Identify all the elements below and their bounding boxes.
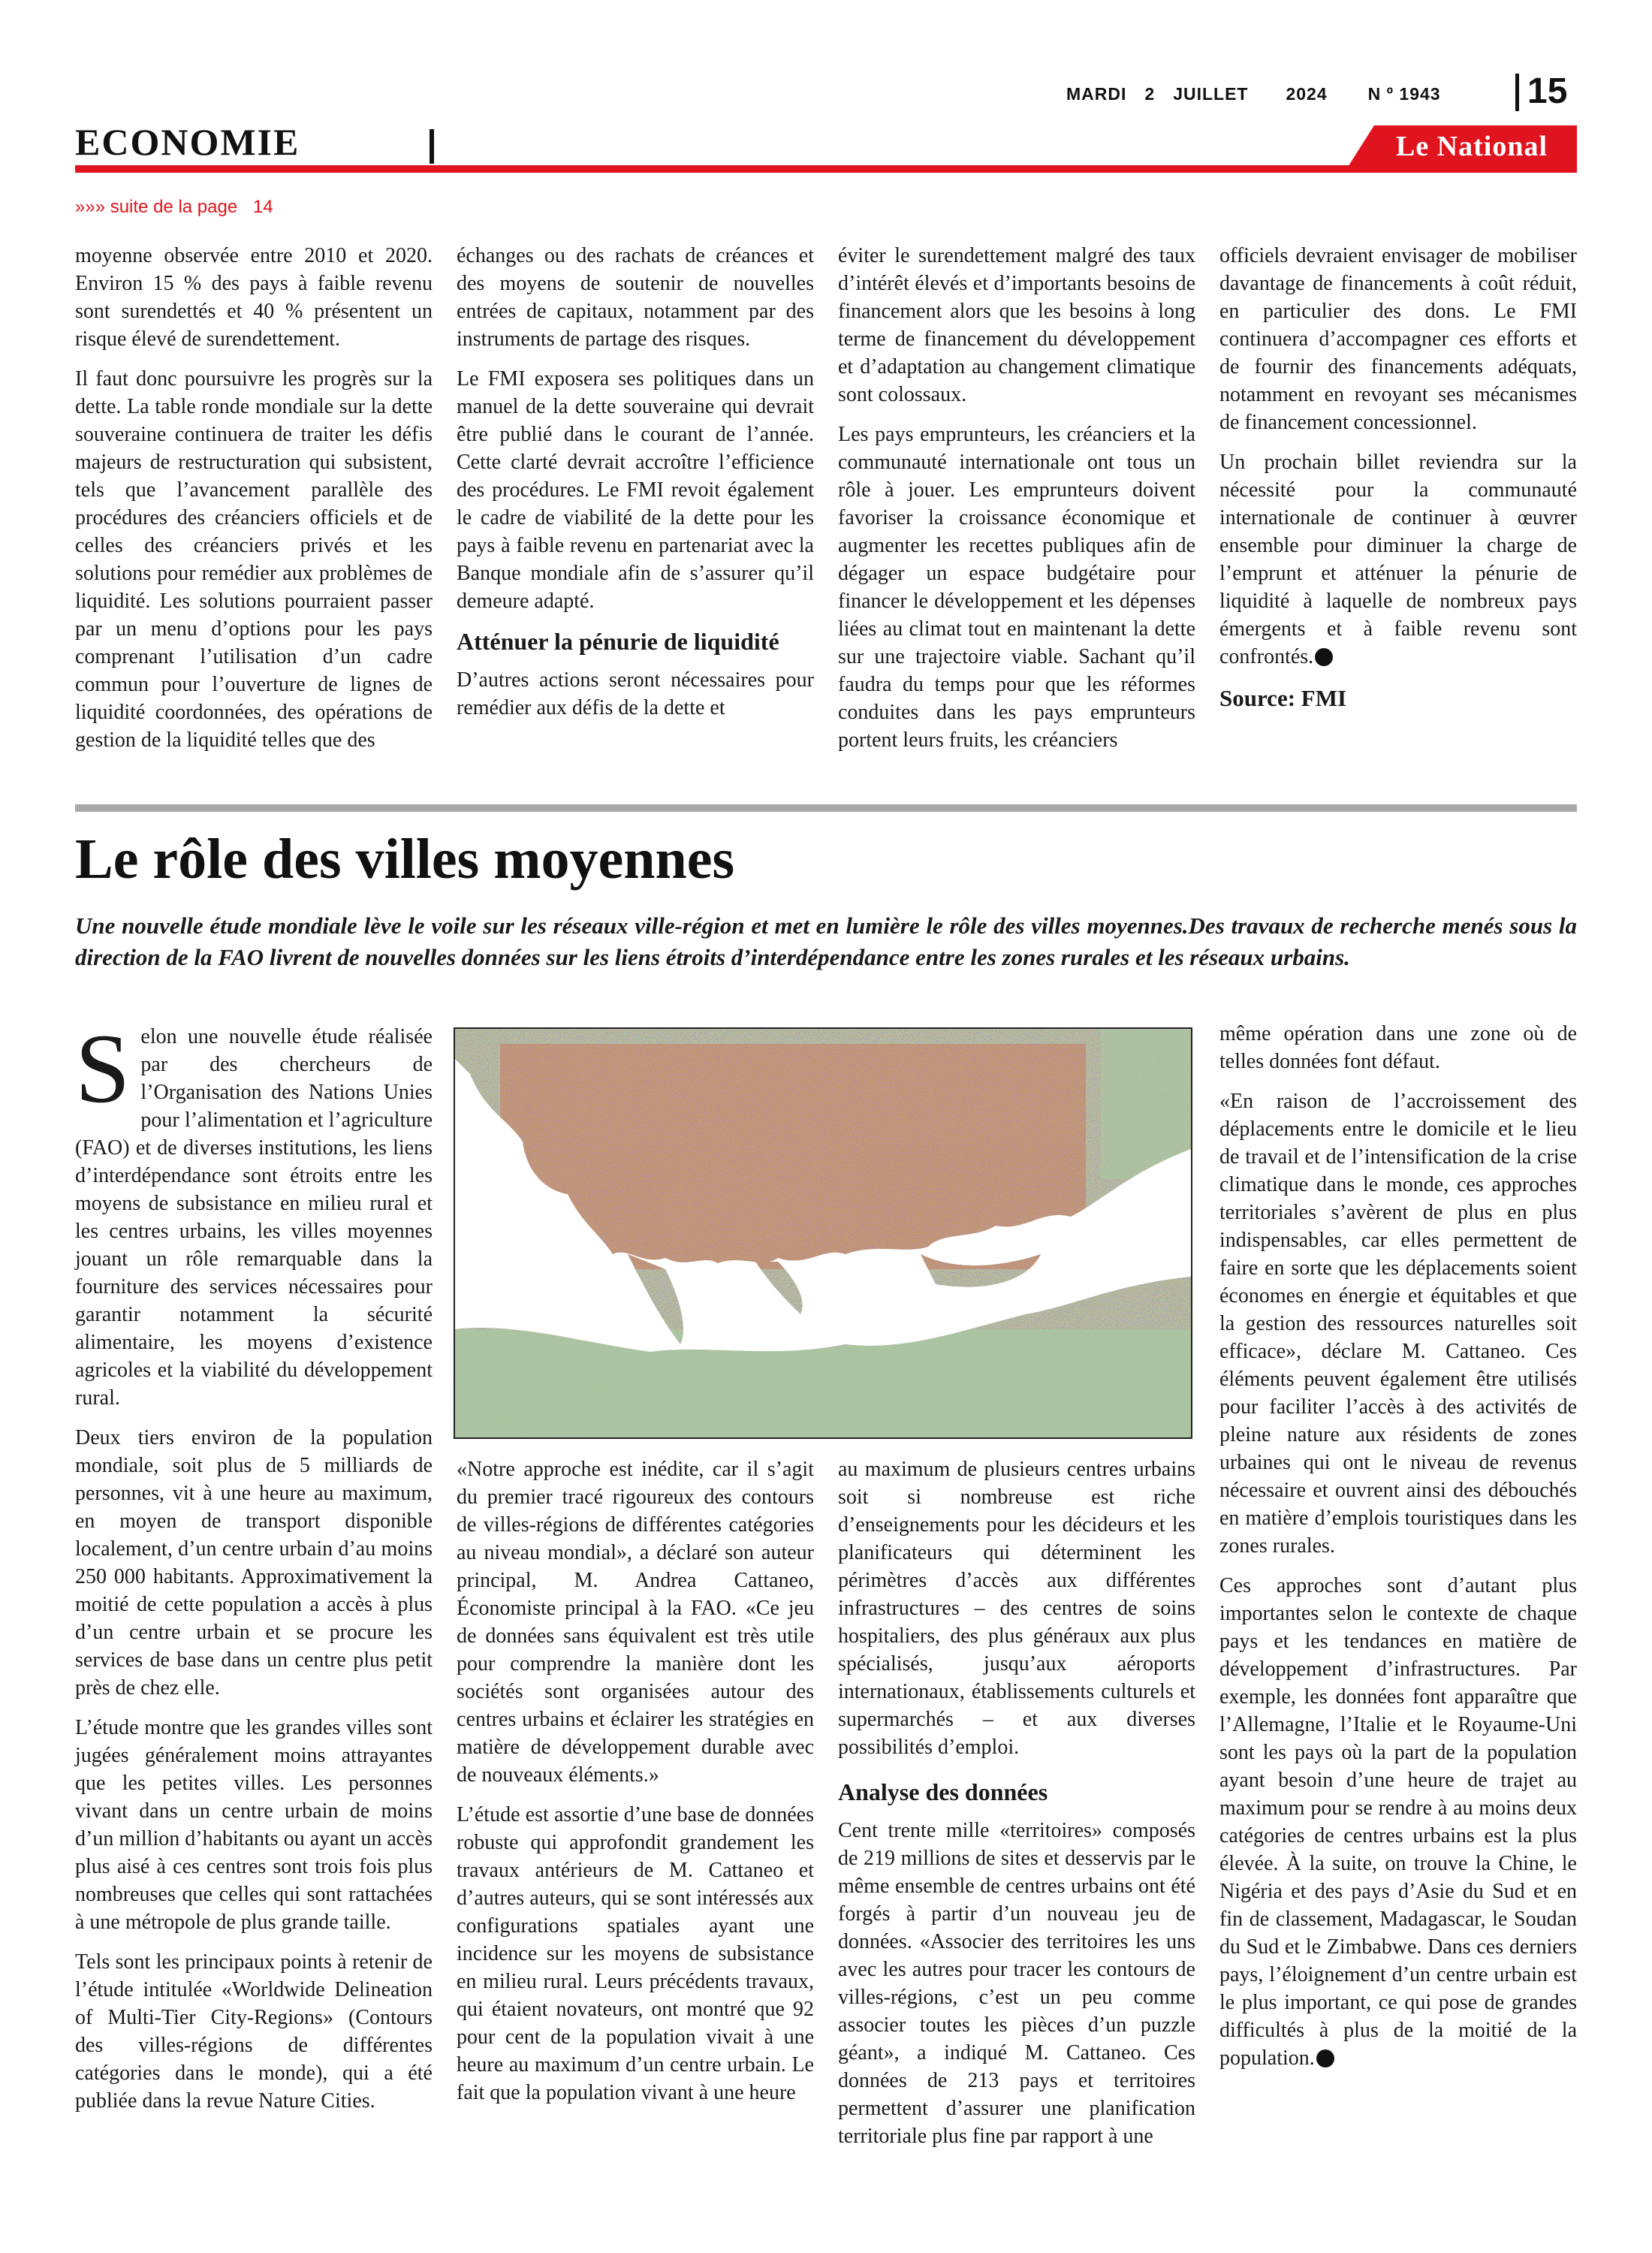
continuation-note: [75, 197, 273, 218]
paragraph: [1219, 448, 1577, 671]
article-column-1: [75, 1013, 433, 2127]
article-column-4: [1219, 1020, 1577, 2084]
paragraph: D’autres actions seront nécessaires pour remédier aux défis de la dette et: [457, 668, 814, 719]
continuation-label: »»» suite de la page: [75, 197, 238, 217]
paragraph: [1219, 1572, 1577, 2072]
issue-year: 2024: [1286, 84, 1328, 104]
paragraph: moyenne observée entre 2010 et 2020. Environ 15 % des pays à faible revenu sont surendettés et 40 % présentent un risque élevé de surendettement.: [75, 244, 433, 351]
subheading: Analyse des données: [838, 1778, 1048, 1805]
paragraph: «En raison de l’accroissement des déplacements entre le domicile et le lieu de travail et de l’intensification de la crise climatique dans le monde, ces approches territoriales s’avèrent de plus en plus indispensables, car elles permettent de faire en sorte que les déplacements soient économes en énergie et équitables et que la gestion des ressources naturelles soit efficace», déclare M. Cattaneo. Ces éléments peuvent également être utilisés pour faciliter l’accès à des activités de pleine nature aux résidents de zones urbaines qui ont le niveau de revenus nécessaire et ouvrent ainsi des débouchés en matière d’emplois touristiques dans les zones rurales.: [1219, 1090, 1577, 1558]
article-column-3: [838, 1455, 1195, 2162]
paragraph: Deux tiers environ de la population mondiale, soit plus de 5 milliards de personnes, vit à une heure au maximum, en moyen de transport disponible localement, d’un centre urbain d’au moins 250 000 habitants. Approximativement la moitié de cette population a accès à plus d’un centre urbain et se procure les services de base dans un centre plus petit près de chez elle.: [75, 1426, 433, 1700]
article-title: Le rôle des villes moyennes: [75, 828, 735, 891]
paragraph: Les pays emprunteurs, les créanciers et la communauté internationale ont tous un rôle à jouer. Les emprunteurs doivent favoriser la croissance économique et augmenter les recettes publiques afin de dégager un espace budgétaire pour financer le développement et les dépenses liées au climat tout en maintenant la dette sur une trajectoire viable. Sachant qu’il faudra du temps pour que les réformes conduites dans les pays emprunteurs portent leurs fruits, les créanciers: [838, 423, 1195, 752]
paragraph: L’étude montre que les grandes villes sont jugées généralement moins attrayantes que les petites villes. Les personnes vivant dans un centre urbain de moins d’un million d’habitants ou ayant un accès plus aisé à ces centres sont trois fois plus nombreuses que celles qui sont rattachées à une métropole de plus grande taille.: [75, 1716, 433, 1934]
paragraph: Cent trente mille «territoires» composés de 219 millions de sites et desservis par le même ensemble de centres urbains ont été forgés à partir d’un nouveau jeu de données. «Associer des territoires les uns avec les autres pour tracer les contours de villes-régions, c’est un peu comme associer toutes les pièces d’un puzzle géant», a indiqué M. Cattaneo. Ces données de 213 pays et territoires permettent d’assurer une planification territoriale plus fine par rapport à une: [838, 1819, 1195, 2148]
section-divider: [430, 129, 434, 164]
newspaper-brand: Le National: [1395, 131, 1548, 162]
issue-date-line: [1066, 84, 1441, 104]
paragraph-text: elon une nouvelle étude réalisée par des chercheurs de l’Organisation des Nations Unies pour l’alimentation et l’agriculture (FAO) et de diverses institutions, les liens d’interdépendance sont étroits entre les moyens de subsistance en milieu rural et les centres urbains, les villes moyennes jouant un rôle remarquable dans la fourniture des services nécessaires pour garantir notamment la sécurité alimentaire, les moyens d’existence agricoles et la viabilité du développement rural.: [75, 1025, 433, 1410]
top-column-2: [457, 242, 814, 734]
paragraph: Il faut donc poursuivre les progrès sur la dette. La table ronde mondiale sur la dette souveraine continuera de traiter les défis majeurs de restructuration qui subsistent, tels que l’avancement parallèle des procédures des créanciers officiels et de celles des créanciers privés et les solutions pour remédier aux problèmes de liquidité. Les solutions pourraient passer par un menu d’options pour les pays comprenant l’utilisation d’un cadre commun pour l’ouverture de lignes de liquidité coordonnées, des opérations de gestion de la liquidité telles que des: [75, 367, 433, 752]
paragraph: [75, 1013, 433, 1412]
header-separator: [1515, 74, 1519, 111]
top-column-1: [75, 242, 433, 766]
article-divider: [75, 804, 1577, 812]
section-title: ECONOMIE: [75, 121, 300, 163]
issue-month: JUILLET: [1173, 84, 1249, 104]
map-graphic: [455, 1029, 1191, 1437]
europe-city-region-map: [454, 1027, 1192, 1439]
paragraph: échanges ou des rachats de créances et des moyens de soutenir de nouvelles entrées de capitaux, notamment par des instruments de partage des risques.: [457, 244, 814, 351]
end-of-article-icon: [1316, 2049, 1334, 2068]
paragraph: «Notre approche est inédite, car il s’agit du premier tracé rigoureux des contours de villes-régions de différentes catégories au niveau mondial», a déclaré son auteur principal, M. Andrea Cattaneo, Économiste principal à la FAO. «Ce jeu de données sans équivalent est très utile pour comprendre la manière dont les sociétés sont organisées autour des centres urbains et éclairer les stratégies en matière de développement durable avec de nouveaux éléments.»: [457, 1458, 814, 1787]
paragraph: au maximum de plusieurs centres urbains soit si nombreuse est riche d’enseignements pour les décideurs et les planificateurs qui déterminent les périmètres d’accès aux différentes infrastructures – des centres de soins hospitaliers, des plus généraux aux plus spécialisés, jusqu’aux aéroports internationaux, établissements culturels et supermarchés – et aux diverses possibilités d’emploi.: [838, 1458, 1195, 1759]
paragraph: Tels sont les principaux points à retenir de l’étude intitulée «Worldwide Delineation of Multi-Tier City-Regions» (Contours des villes-régions de différentes catégories dans le monde), qui a été publiée dans la revue Nature Cities.: [75, 1950, 433, 2113]
issue-number: N º 1943: [1367, 84, 1441, 104]
article-column-2: [457, 1455, 814, 2119]
paragraph-text: Un prochain billet reviendra sur la nécessité pour la communauté internationale de continuer à œuvrer ensemble pour diminuer la charge de l’emprunt et atténuer la pénurie de liquidité à laquelle de nombreux pays émergents et à faible revenu sont confrontés.: [1219, 451, 1577, 668]
paragraph: éviter le surendettement malgré des taux d’intérêt élevés et d’importants besoins de financement alors que les besoins à long terme de financement du développement et d’adaptation au changement climatique sont colossaux.: [838, 244, 1195, 406]
subheading: Atténuer la pénurie de liquidité: [457, 628, 779, 655]
top-column-3: [838, 242, 1195, 766]
paragraph: Le FMI exposera ses politiques dans un manuel de la dette souveraine qui devrait être publié dans le courant de l’année. Cette clarté devrait accroître l’efficience des procédures. Le FMI revoit également le cadre de viabilité de la dette pour les pays à faible revenu en partenariat avec la Banque mondiale afin de s’assurer qu’il demeure adapté.: [457, 367, 814, 613]
paragraph: même opération dans une zone où de telles données font défaut.: [1219, 1022, 1577, 1073]
paragraph-text: Ces approches sont d’autant plus importantes selon le contexte de chaque pays et les tendances en matière de développement d’infrastructures. Par exemple, les données font apparaître que l’Allemagne, l’Italie et le Royaume-Uni sont les pays où la part de la population ayant besoin d’une heure de trajet au maximum pour se rendre à au moins deux catégories de centres urbains est la plus élevée. À la suite, on trouve la Chine, le Nigéria et des pays d’Asie du Sud et en fin de classement, Madagascar, le Soudan du Sud et le Zimbabwe. Dans ces derniers pays, l’éloignement d’un centre urbain est le plus important, ce qui pose de grandes difficultés à plus de la moitié de la population.: [1219, 1574, 1577, 2070]
paragraph: L’étude est assortie d’une base de données robuste qui approfondit grandement les travaux antérieurs de M. Cattaneo et d’autres auteurs, qui se sont intéressés aux configurations spatiales ayant une incidence sur les moyens de subsistance en milieu rural. Leurs précédents travaux, qui étaient novateurs, ont montré que 92 pour cent de la population vivait à une heure au maximum d’un centre urbain. Le fait que la population vivant à une heure: [457, 1803, 814, 2104]
page-number: 15: [1527, 71, 1568, 111]
issue-day-number: 2: [1144, 84, 1156, 104]
source-line: Source: FMI: [1219, 685, 1347, 711]
drop-cap: S: [75, 1013, 131, 1123]
continuation-page: 14: [252, 197, 273, 217]
article-lead: Une nouvelle étude mondiale lève le voile sur les réseaux ville-région et met en lumière le rôle des villes moyennes.Des travaux de recherche menés sous la direction de la FAO livrent de nouvelles données sur les liens étroits d’interdépendance entre les zones rurales et les réseaux urbains.: [75, 912, 1577, 970]
end-of-article-icon: [1315, 648, 1333, 666]
paragraph: officiels devraient envisager de mobiliser davantage de financements à coût réduit, en particulier des dons. Le FMI continuera d’accompagner ces efforts et de fournir des financements adéquats, notamment en revoyant ses mécanismes de financement concessionnel.: [1219, 244, 1577, 434]
issue-day: MARDI: [1066, 84, 1127, 104]
top-column-4: [1219, 242, 1577, 724]
